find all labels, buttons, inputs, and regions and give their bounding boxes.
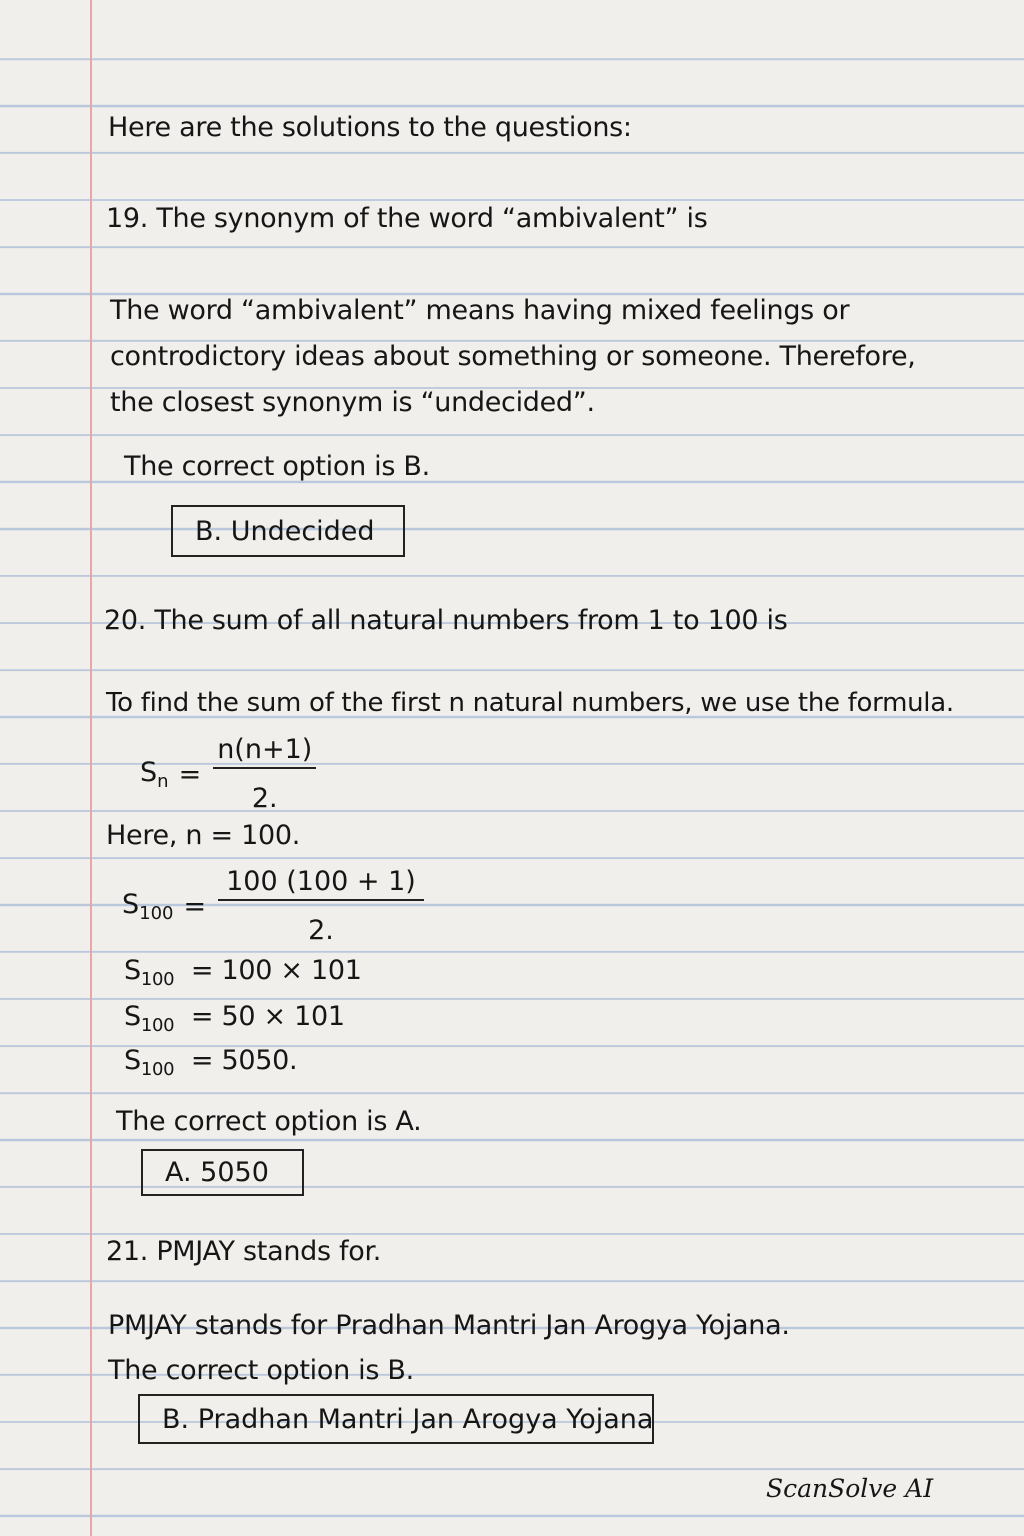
q21-option-line: The correct option is B. [108, 1355, 414, 1386]
q20-question: 20. The sum of all natural numbers from 1 to 100 is [104, 605, 788, 636]
formula-lhs: $S_n$ [140, 756, 169, 792]
sum-formula [140, 734, 316, 814]
formula-fraction [213, 734, 316, 814]
signature: ScanSolve AI [766, 1474, 934, 1503]
margin-line [90, 0, 92, 1536]
q20-option-line: The correct option is A. [116, 1106, 422, 1137]
q19-question: 19. The synonym of the word “ambivalent” is [106, 203, 708, 234]
formula-equals: = [178, 758, 202, 790]
step1-equation [122, 866, 424, 946]
q20-intro: To find the sum of the first n natural numbers, we use the formula. [106, 688, 954, 718]
step1-fraction [218, 866, 424, 946]
q19-answer: B. Undecided [195, 515, 375, 547]
intro-text: Here are the solutions to the questions: [108, 112, 632, 143]
q19-option-line: The correct option is B. [124, 451, 430, 482]
q20-answer-box [141, 1149, 304, 1196]
formula-denominator: 2. [251, 783, 278, 814]
step1-denominator: 2. [308, 915, 334, 946]
q21-question: 21. PMJAY stands for. [106, 1236, 382, 1267]
step1-numerator: 100 (100 + 1) [218, 866, 424, 901]
q19-explanation-line-1: The word “ambivalent” means having mixed feelings or [110, 295, 850, 326]
q21-answer: B. Pradhan Mantri Jan Arogya Yojana [162, 1403, 654, 1435]
q19-explanation-line-3: the closest synonym is “undecided”. [110, 387, 595, 418]
q20-answer: A. 5050 [165, 1157, 269, 1188]
q21-answer-box [138, 1394, 654, 1444]
here-n-line: Here, n = 100. [106, 820, 301, 851]
q19-explanation-line-2: controdictory ideas about something or someone. Therefore, [110, 341, 916, 372]
step3-line: $S_{100} = 50 \times 101$ [124, 1001, 345, 1036]
step1-lhs: $S_{100}$ [122, 888, 174, 924]
formula-numerator: n(n+1) [213, 734, 316, 769]
step2-line: $S_{100} = 100 \times 101$ [124, 955, 362, 990]
step1-equals: = [183, 890, 207, 922]
q19-answer-box [171, 505, 405, 557]
step4-line: $S_{100} = 5050$. [124, 1045, 298, 1080]
q21-explanation: PMJAY stands for Pradhan Mantri Jan Arogya Yojana. [108, 1310, 790, 1341]
